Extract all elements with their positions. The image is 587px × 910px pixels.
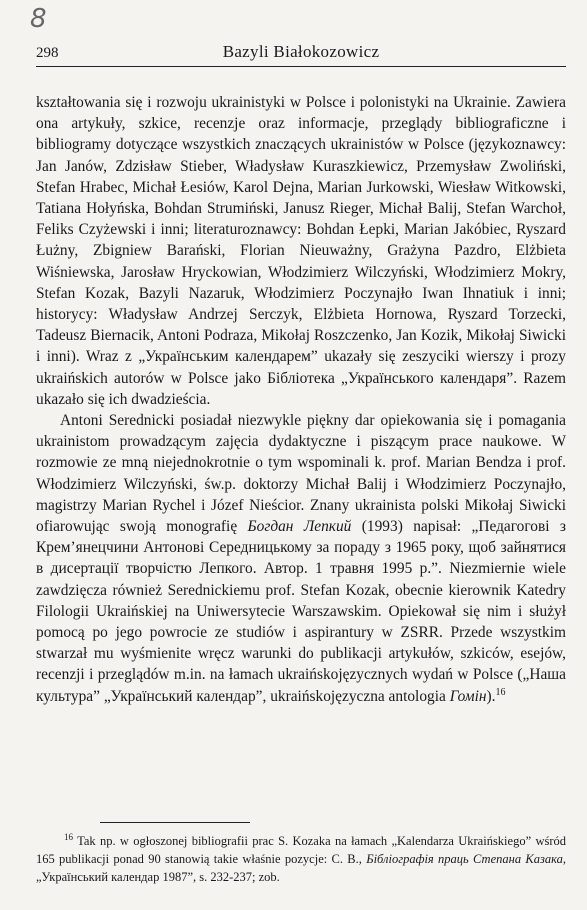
paragraph-2 [36, 410, 566, 707]
paragraph-1: kształtowania się i rozwoju ukrainistyki w Polsce i polonistyki na Ukrainie. Zawiera ona artykuły, szkice, recenzje oraz informacje, przeglądy bibliograficzne i bibliogramy dotyczące wszystkich znaczących ukrainistów w Polsce (językoznawcy: Jan Janów, Zdzisław Stieber, Władysław Kuraszkiewicz, Przemysław Zwoliński, Stefan Hrabec, Michał Łesiów, Karol Dejna, Marian Jurkowski, Wiesław Witkowski, Tatiana Hołyńska, Bohdan Strumiński, Janusz Rieger, Michał Balij, Stefan Warchoł, Feliks Czyżewski i inni; literaturoznawcy: Bohdan Łepki, Marian Jakóbiec, Ryszard Łużny, Zbigniew Barański, Florian Nieuważny, Grażyna Pazdro, Elżbieta Wiśniewska, Jarosław Hryckowian, Włodzimierz Wilczyński, Włodzimierz Mokry, Stefan Kozak, Bazyli Nazaruk, Włodzimierz Poczynajło Iwan Ihnatiuk i inni; historycy: Władysław Andrzej Serczyk, Elżbieta Hornowa, Ryszard Torzecki, Tadeusz Biernacik, Antoni Podraza, Mikołaj Roszczenko, Jan Kozik, Mikołaj Siwicki i inni). Wraz z „Українським календарем” ukazały się zeszyciki wierszy i prozy ukraińskich autorów w Polsce jako Бібліотека „Українського календаря”. Razem ukazało się ich dwadzieścia. [36, 94, 566, 408]
handwritten-page-mark: 8 [30, 4, 47, 34]
page-number: 298 [36, 45, 59, 61]
footnote-text-b: , „Український календар 1987”, s. 232-237; zob. [36, 852, 566, 884]
anthology-title-homin: Гомін [449, 687, 487, 705]
page-header [36, 42, 566, 66]
footnote-rule [100, 822, 250, 823]
running-title: Bazyli Białokozowicz [222, 42, 380, 61]
body-text [36, 92, 566, 707]
header-rule [36, 66, 566, 67]
paragraph-2-text-b: (1993) napisał: „Педагогові з Крем’янецчини Антонові Середницькому за пораду з 1965 року, щоб зайнятися в дисертації творчістю Лепкого. Автор. 1 травня 1995 р.”. Niezmiernie wiele zawdzięcza również Serednickiemu prof. Stefan Kozak, obecnie kierownik Katedry Filologii Ukraińskiej na Uniwersytecie Warszawskim. Opiekował się nim i służył pomocą po jego powrocie ze studiów i aspirantury w ZSRR. Przede wszystkim stwarzał mu wyśmienite wręcz warunki do publikacji artykułów, szkiców, esejów, recenzji i przeglądów m.in. na łamach ukraińskojęzycznych wydań w Polsce („Наша культура” „Український календар”, ukraińskojęzyczna antologia [36, 518, 567, 705]
paragraph-2-text-a: Antoni Serednicki posiadał niezwykle piękny dar opiekowania się i pomagania ukrainistom prowadzącym zajęcia dydaktyczne i piszącym prace naukowe. W rozmowie ze mną niejednokrotnie o tym wspominali k. prof. Marian Bendza i prof. Włodzimierz Wilczyński, św.p. doktorzy Michał Balij i Włodzimierz Poczynajło, magistrzy Marian Rychel i Józef Nieścior. Znany ukrainista polski Mikołaj Siwicki ofiarowując swoją monografię [36, 412, 566, 536]
footnote-number: 16 [64, 831, 73, 842]
footnote-italic-title: Бібліографія праць Степана Казака [366, 852, 563, 866]
book-title-lepkyi: Богдан Лепкий [247, 518, 352, 536]
footnote-16 [36, 832, 566, 886]
footnote-reference: 16 [495, 686, 506, 698]
paragraph-2-end: ). [486, 687, 496, 705]
footnote-text-a: Tak np. w ogłoszonej bibliografii prac S. Kozaka na łamach „Kalendarza Ukraińskiego” wśród 165 publikacji ponad 90 stanowią takie właśnie pozycje: С. В., [36, 834, 566, 866]
